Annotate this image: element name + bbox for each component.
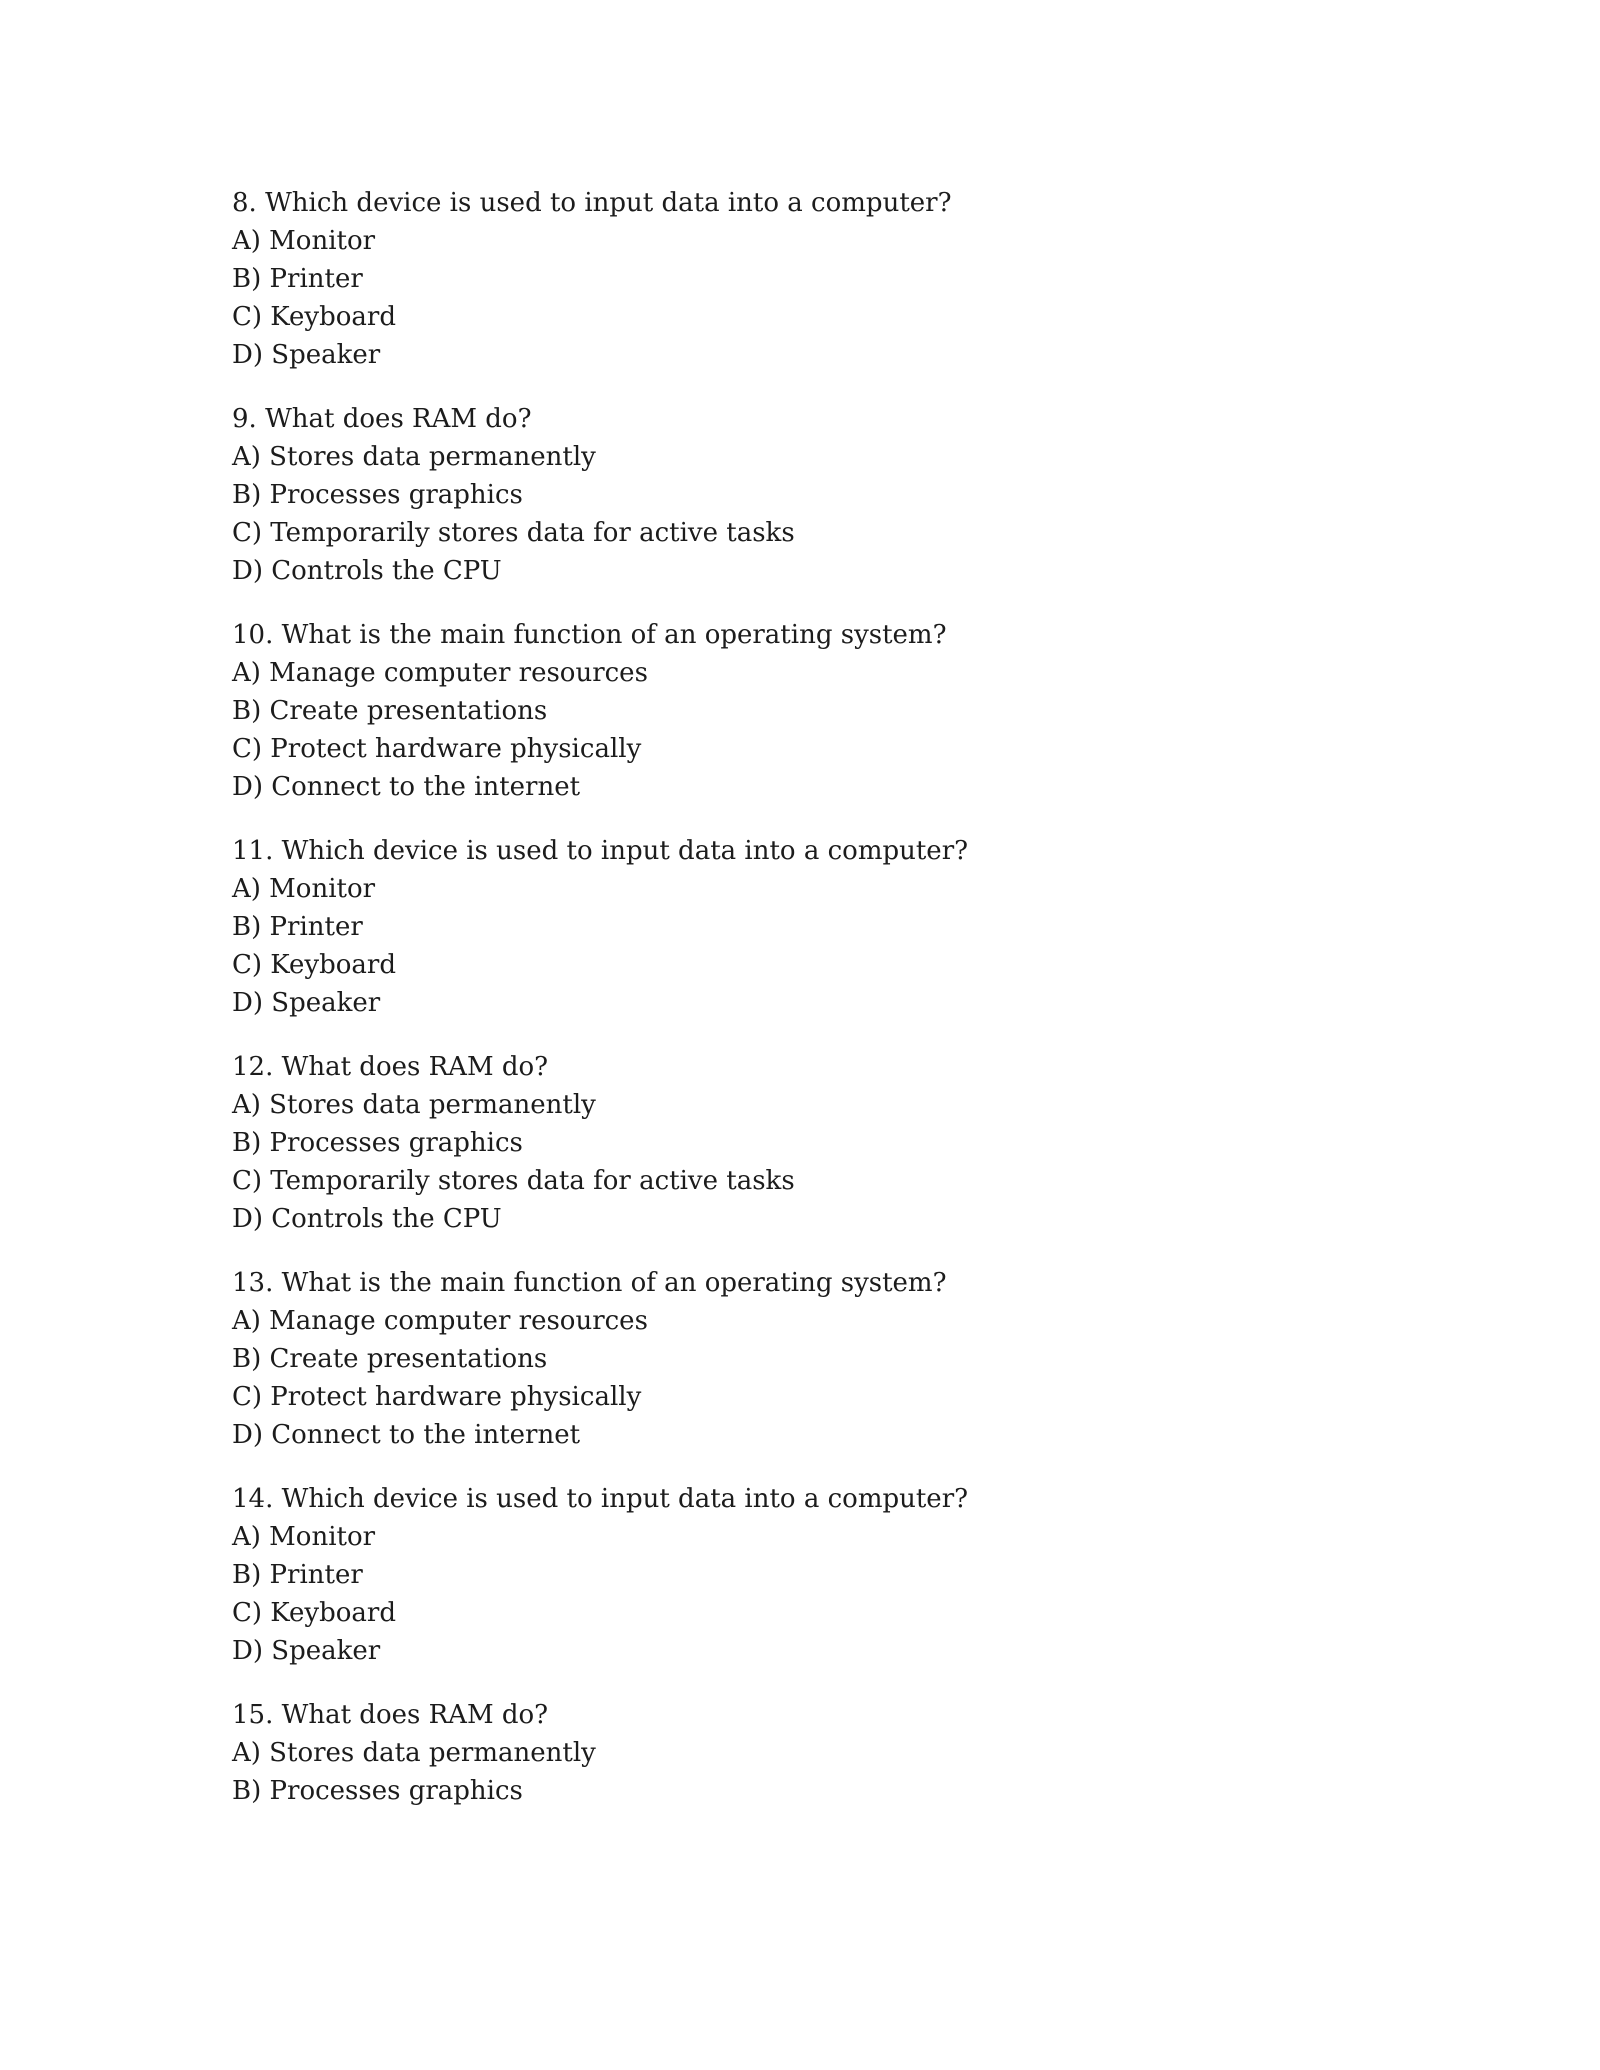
answer-option-b: B) Create presentations (232, 696, 548, 726)
question-text: 15. What does RAM do? (232, 1700, 549, 1730)
question-text: 9. What does RAM do? (232, 404, 532, 434)
answer-option-b: B) Printer (232, 912, 363, 942)
answer-option-c: C) Protect hardware physically (232, 734, 642, 764)
answer-option-c: C) Protect hardware physically (232, 1382, 642, 1412)
answer-option-a: A) Stores data permanently (232, 1090, 596, 1120)
question-12 (232, 1048, 1432, 1238)
question-text: 10. What is the main function of an operating system? (232, 620, 947, 650)
answer-option-d: D) Connect to the internet (232, 772, 581, 802)
question-13 (232, 1264, 1432, 1454)
question-14 (232, 1480, 1432, 1670)
answer-option-b: B) Printer (232, 264, 363, 294)
answer-option-d: D) Connect to the internet (232, 1420, 581, 1450)
answer-option-b: B) Processes graphics (232, 1776, 523, 1806)
answer-option-c: C) Keyboard (232, 302, 396, 332)
question-list (232, 184, 1432, 1836)
question-text: 8. Which device is used to input data into a computer? (232, 188, 952, 218)
answer-option-a: A) Manage computer resources (232, 1306, 648, 1336)
answer-option-a: A) Stores data permanently (232, 1738, 596, 1768)
question-text: 11. Which device is used to input data into a computer? (232, 836, 969, 866)
answer-option-c: C) Temporarily stores data for active tasks (232, 518, 795, 548)
answer-option-c: C) Keyboard (232, 1598, 396, 1628)
answer-option-a: A) Monitor (232, 226, 376, 256)
answer-option-b: B) Processes graphics (232, 480, 523, 510)
question-text: 14. Which device is used to input data into a computer? (232, 1484, 969, 1514)
answer-option-d: D) Controls the CPU (232, 556, 502, 586)
question-8 (232, 184, 1432, 374)
question-10 (232, 616, 1432, 806)
answer-option-d: D) Speaker (232, 340, 381, 370)
question-11 (232, 832, 1432, 1022)
answer-option-a: A) Stores data permanently (232, 442, 596, 472)
answer-option-b: B) Create presentations (232, 1344, 548, 1374)
question-text: 13. What is the main function of an operating system? (232, 1268, 947, 1298)
answer-option-d: D) Controls the CPU (232, 1204, 502, 1234)
answer-option-b: B) Processes graphics (232, 1128, 523, 1158)
question-text: 12. What does RAM do? (232, 1052, 549, 1082)
answer-option-d: D) Speaker (232, 1636, 381, 1666)
answer-option-c: C) Keyboard (232, 950, 396, 980)
answer-option-a: A) Monitor (232, 874, 376, 904)
answer-option-c: C) Temporarily stores data for active tasks (232, 1166, 795, 1196)
answer-option-b: B) Printer (232, 1560, 363, 1590)
answer-option-a: A) Monitor (232, 1522, 376, 1552)
question-9 (232, 400, 1432, 590)
answer-option-a: A) Manage computer resources (232, 658, 648, 688)
question-15 (232, 1696, 1432, 1810)
answer-option-d: D) Speaker (232, 988, 381, 1018)
